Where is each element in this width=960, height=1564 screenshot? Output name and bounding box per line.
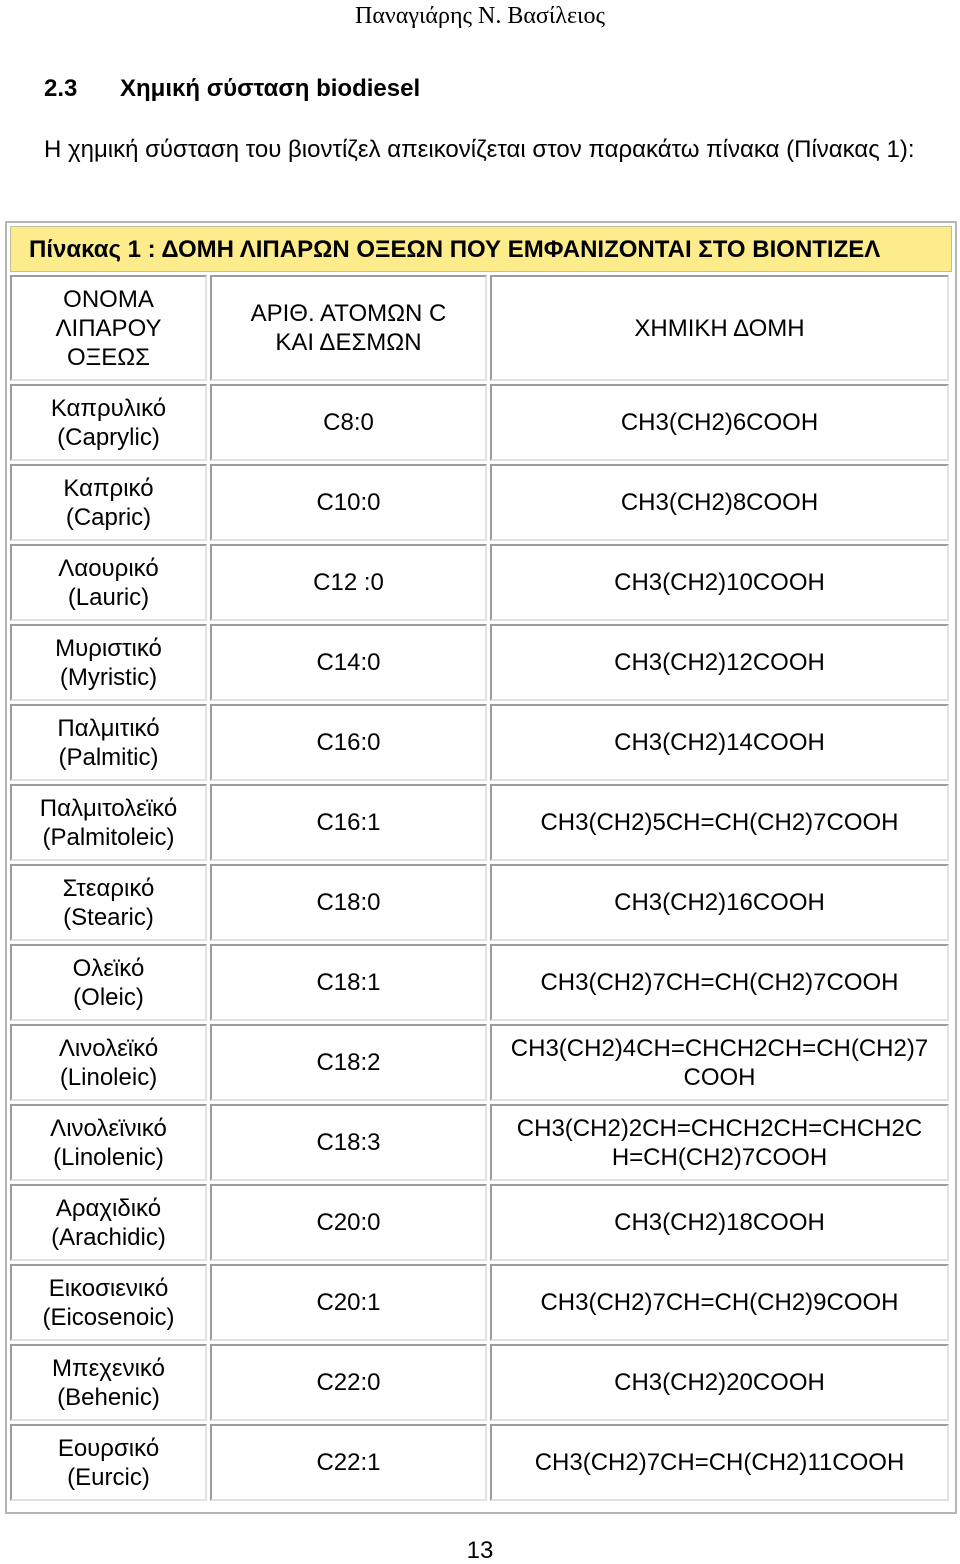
fatty-acid-name-cell bbox=[10, 704, 207, 781]
table-row bbox=[10, 1184, 949, 1261]
intro-paragraph: Η χημική σύσταση του βιοντίζελ απεικονίζεται στον παρακάτω πίνακα (Πίνακας 1): bbox=[44, 136, 915, 163]
running-header-author: Παναγιάρης Ν. Βασίλειος bbox=[355, 3, 605, 29]
carbon-atoms-bonds-cell: C20:0 bbox=[210, 1184, 487, 1261]
chemical-structure-cell bbox=[490, 544, 949, 621]
header-atoms-cell bbox=[210, 275, 487, 381]
chemical-structure-cell bbox=[490, 1184, 949, 1261]
header-structure-cell: ΧΗΜΙΚΗ ΔΟΜΗ bbox=[490, 275, 949, 381]
fatty-acid-name-greek: Λαουρικό bbox=[58, 554, 159, 582]
fatty-acid-name-cell bbox=[10, 944, 207, 1021]
fatty-acid-name-greek: Εουρσικό bbox=[57, 1434, 160, 1462]
carbon-atoms-bonds-cell: C18:3 bbox=[210, 1104, 487, 1181]
fatty-acid-name-cell bbox=[10, 464, 207, 541]
chemical-structure-cell bbox=[490, 624, 949, 701]
chemical-formula-line: CH3(CH2)6COOH bbox=[620, 409, 819, 436]
fatty-acid-name-english: (Caprylic) bbox=[57, 423, 160, 451]
fatty-acid-name-cell bbox=[10, 384, 207, 461]
table-row bbox=[10, 864, 949, 941]
carbon-atoms-bonds-cell: C10:0 bbox=[210, 464, 487, 541]
chemical-structure-cell bbox=[490, 1424, 949, 1501]
carbon-atoms-bonds-cell: C18:1 bbox=[210, 944, 487, 1021]
table-caption: Πίνακας 1 : ΔΟΜΗ ΛΙΠΑΡΩΝ ΟΞΕΩΝ ΠΟΥ ΕΜΦΑΝΙΖΟΝΤΑΙ ΣΤΟ ΒΙΟΝΤΙΖΕΛ bbox=[10, 226, 952, 272]
header-name-cell bbox=[10, 275, 207, 381]
carbon-atoms-bonds-cell: C16:0 bbox=[210, 704, 487, 781]
chemical-structure-cell bbox=[490, 1264, 949, 1341]
carbon-atoms-bonds-cell: C14:0 bbox=[210, 624, 487, 701]
chemical-formula-line: CH3(CH2)7CH=CH(CH2)7COOH bbox=[540, 969, 899, 996]
header-atoms-line: ΚΑΙ ΔΕΣΜΩΝ bbox=[275, 329, 422, 356]
table-row bbox=[10, 1344, 949, 1421]
chemical-formula-line: CH3(CH2)12COOH bbox=[614, 649, 825, 676]
table-row bbox=[10, 1264, 949, 1341]
carbon-atoms-bonds-cell: C22:0 bbox=[210, 1344, 487, 1421]
table-row bbox=[10, 464, 949, 541]
chemical-structure-cell bbox=[490, 704, 949, 781]
section-heading bbox=[44, 75, 420, 103]
fatty-acid-name-greek: Λινολεϊνικό bbox=[50, 1114, 167, 1142]
fatty-acid-name-cell bbox=[10, 784, 207, 861]
chemical-structure-cell bbox=[490, 384, 949, 461]
section-number: 2.3 bbox=[44, 75, 78, 102]
table-row bbox=[10, 1104, 949, 1181]
chemical-structure-cell bbox=[490, 864, 949, 941]
chemical-structure-cell bbox=[490, 1344, 949, 1421]
fatty-acid-name-cell bbox=[10, 864, 207, 941]
table-row bbox=[10, 784, 949, 861]
chemical-formula-line: CH3(CH2)7CH=CH(CH2)9COOH bbox=[540, 1289, 899, 1316]
chemical-structure-cell bbox=[490, 944, 949, 1021]
section-title: Χημική σύσταση biodiesel bbox=[120, 75, 421, 102]
header-name-line: ΛΙΠΑΡΟΥ bbox=[55, 314, 162, 342]
fatty-acid-name-english: (Behenic) bbox=[57, 1383, 160, 1411]
table-row bbox=[10, 944, 949, 1021]
fatty-acid-name-english: (Palmitoleic) bbox=[42, 823, 175, 851]
chemical-formula-line: H=CH(CH2)7COOH bbox=[611, 1143, 828, 1171]
carbon-atoms-bonds-cell: C8:0 bbox=[210, 384, 487, 461]
fatty-acid-name-cell bbox=[10, 1264, 207, 1341]
chemical-formula-line: CH3(CH2)5CH=CH(CH2)7COOH bbox=[540, 809, 899, 836]
fatty-acid-name-english: (Arachidic) bbox=[51, 1223, 166, 1251]
chemical-formula-line: CH3(CH2)2CH=CHCH2CH=CHCH2C bbox=[516, 1114, 923, 1142]
chemical-formula-line: CH3(CH2)20COOH bbox=[614, 1369, 825, 1396]
fatty-acid-name-greek: Καπρικό bbox=[63, 474, 154, 502]
fatty-acid-name-greek: Αραχιδικό bbox=[55, 1194, 162, 1222]
carbon-atoms-bonds-cell: C16:1 bbox=[210, 784, 487, 861]
carbon-atoms-bonds-cell: C12 :0 bbox=[210, 544, 487, 621]
chemical-structure-cell bbox=[490, 1104, 949, 1181]
fatty-acid-name-english: (Stearic) bbox=[63, 903, 154, 931]
fatty-acid-name-english: (Linoleic) bbox=[59, 1063, 158, 1091]
fatty-acid-name-english: (Myristic) bbox=[59, 663, 158, 691]
table-row bbox=[10, 704, 949, 781]
fatty-acid-name-greek: Καπρυλικό bbox=[50, 394, 167, 422]
fatty-acid-name-greek: Λινολεϊκό bbox=[58, 1034, 159, 1062]
fatty-acid-name-greek: Μυριστικό bbox=[55, 634, 162, 662]
header-name-line: ΟΞΕΩΣ bbox=[66, 343, 151, 371]
fatty-acid-name-greek: Ολεϊκό bbox=[72, 954, 145, 982]
table-row bbox=[10, 1424, 949, 1501]
fatty-acids-table bbox=[7, 272, 952, 1504]
fatty-acid-name-english: (Lauric) bbox=[67, 583, 150, 611]
chemical-formula-line: CH3(CH2)7CH=CH(CH2)11COOH bbox=[534, 1449, 905, 1476]
table-row bbox=[10, 544, 949, 621]
carbon-atoms-bonds-cell: C22:1 bbox=[210, 1424, 487, 1501]
header-name-line: ΟΝΟΜΑ bbox=[63, 285, 154, 313]
fatty-acid-name-english: (Eicosenoic) bbox=[42, 1303, 175, 1331]
fatty-acid-name-cell bbox=[10, 544, 207, 621]
chemical-formula-line: CH3(CH2)8COOH bbox=[620, 489, 819, 516]
fatty-acid-name-cell bbox=[10, 1184, 207, 1261]
fatty-acid-name-english: (Eurcic) bbox=[67, 1463, 150, 1491]
fatty-acid-name-greek: Εικοσιενικό bbox=[48, 1274, 169, 1302]
carbon-atoms-bonds-cell: C20:1 bbox=[210, 1264, 487, 1341]
table-header-row bbox=[10, 275, 949, 381]
fatty-acid-name-cell bbox=[10, 1104, 207, 1181]
table-row bbox=[10, 624, 949, 701]
fatty-acid-name-english: (Linolenic) bbox=[53, 1143, 164, 1171]
carbon-atoms-bonds-cell: C18:2 bbox=[210, 1024, 487, 1101]
chemical-formula-line: CH3(CH2)10COOH bbox=[614, 569, 825, 596]
fatty-acid-name-cell bbox=[10, 1024, 207, 1101]
fatty-acid-name-english: (Palmitic) bbox=[58, 743, 159, 771]
header-atoms-line: ΑΡΙΘ. ΑΤΟΜΩΝ C bbox=[250, 300, 447, 327]
chemical-structure-cell bbox=[490, 464, 949, 541]
fatty-acid-name-cell bbox=[10, 624, 207, 701]
carbon-atoms-bonds-cell: C18:0 bbox=[210, 864, 487, 941]
chemical-formula-line: CH3(CH2)16COOH bbox=[614, 889, 825, 916]
fatty-acid-name-cell bbox=[10, 1344, 207, 1421]
fatty-acid-name-greek: Μπεχενικό bbox=[52, 1354, 165, 1382]
table-row bbox=[10, 384, 949, 461]
chemical-formula-line: CH3(CH2)18COOH bbox=[614, 1209, 825, 1236]
fatty-acid-name-english: (Capric) bbox=[65, 503, 152, 531]
fatty-acid-name-greek: Παλμιτικό bbox=[57, 714, 160, 742]
chemical-formula-line: CH3(CH2)4CH=CHCH2CH=CH(CH2)7 bbox=[510, 1034, 929, 1062]
chemical-structure-cell bbox=[490, 784, 949, 861]
chemical-formula-line: CH3(CH2)14COOH bbox=[614, 729, 825, 756]
table-row bbox=[10, 1024, 949, 1101]
chemical-formula-line: COOH bbox=[683, 1063, 756, 1091]
fatty-acid-name-english: (Oleic) bbox=[73, 983, 144, 1011]
page-number: 13 bbox=[466, 1537, 494, 1564]
fatty-acid-name-greek: Στεαρικό bbox=[62, 874, 155, 902]
fatty-acid-name-greek: Παλμιτολεϊκό bbox=[39, 794, 178, 822]
fatty-acid-name-cell bbox=[10, 1424, 207, 1501]
chemical-structure-cell bbox=[490, 1024, 949, 1101]
